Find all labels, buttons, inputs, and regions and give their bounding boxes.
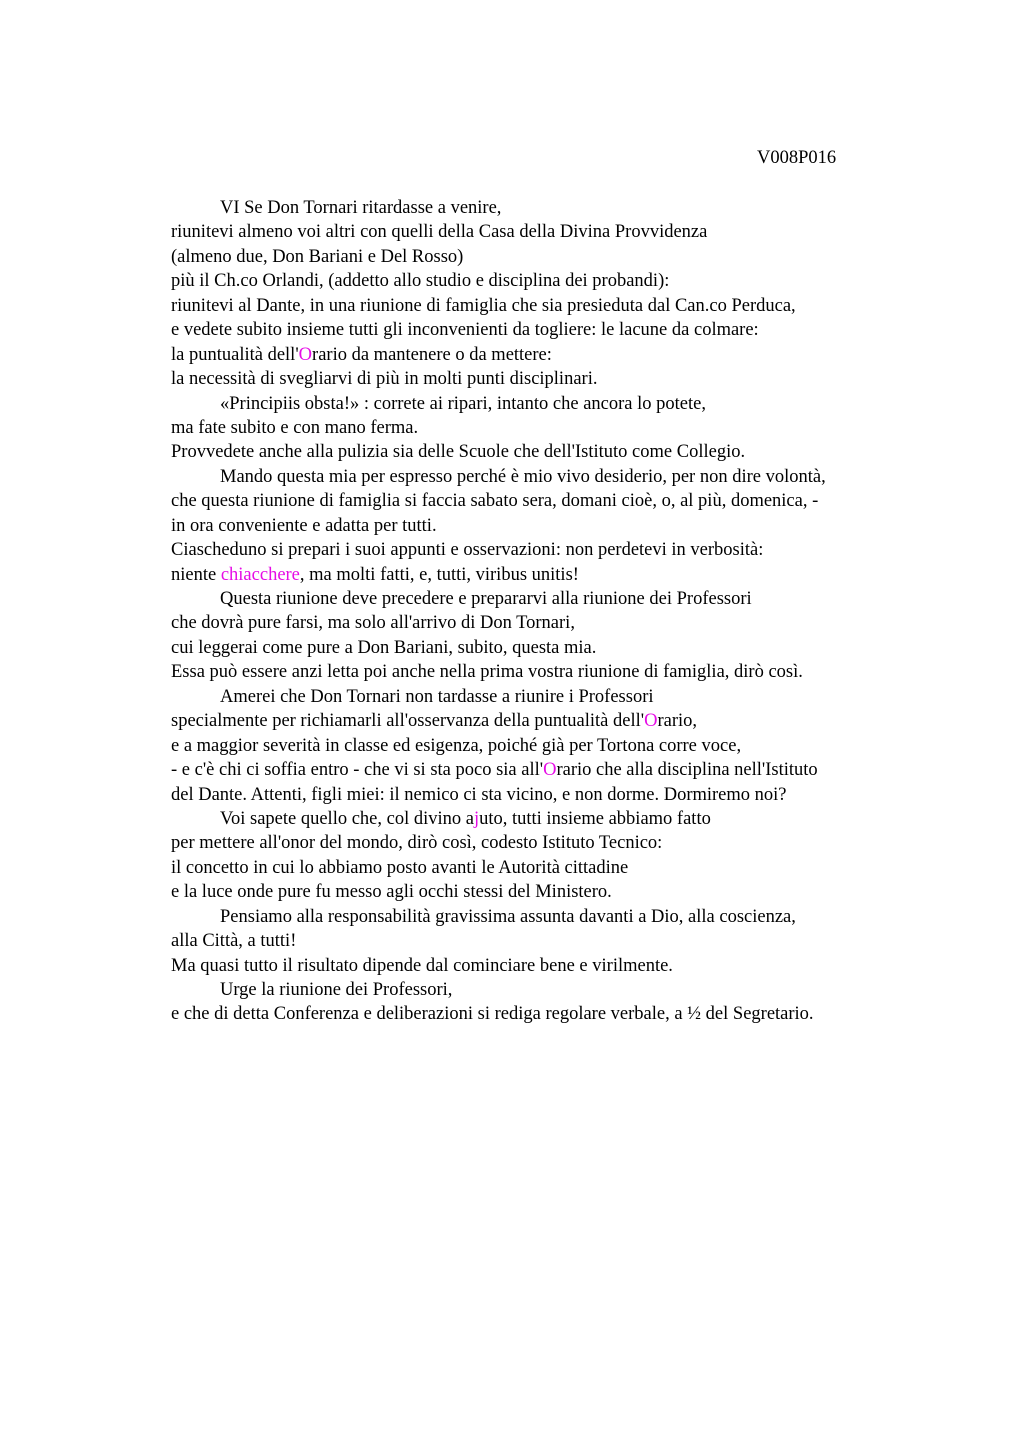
line-text: Provvedete anche alla pulizia sia delle Scuole che dell'Istituto come Collegio. <box>171 442 746 463</box>
line-text: rario che alla disciplina nell'Istituto <box>556 760 818 781</box>
text-line <box>171 318 931 342</box>
line-text: Essa può essere anzi letta poi anche nella prima vostra riunione di famiglia, dirò così. <box>171 662 803 683</box>
text-line <box>171 538 931 562</box>
highlighted-text: O <box>543 760 557 781</box>
line-text: e che di detta Conferenza e deliberazioni si rediga regolare verbale, a ½ del Segretario. <box>171 1004 814 1025</box>
highlighted-text: j <box>473 808 480 829</box>
text-line <box>171 929 931 953</box>
line-text: cui leggerai come pure a Don Bariani, subito, questa mia. <box>171 637 597 658</box>
line-text: specialmente per richiamarli all'osservanza della puntualità dell' <box>171 711 645 732</box>
line-text: del Dante. Attenti, figli miei: il nemico ci sta vicino, e non dorme. Dormiremo noi? <box>171 784 787 805</box>
text-line <box>171 220 931 244</box>
text-line <box>171 587 931 611</box>
line-text: VI Se Don Tornari ritardasse a venire, <box>220 198 502 218</box>
text-line <box>171 245 931 269</box>
line-text: Mando questa mia per espresso perché è mio vivo desiderio, per non dire volontà, <box>220 466 826 487</box>
text-line <box>171 392 931 416</box>
text-line <box>171 489 931 513</box>
line-text: Ciascheduno si prepari i suoi appunti e osservazioni: non perdetevi in verbosità: <box>171 540 764 561</box>
text-line <box>171 294 931 318</box>
text-line <box>171 905 931 929</box>
highlighted-text: O <box>298 344 313 365</box>
text-line <box>171 807 931 831</box>
line-text: Amerei che Don Tornari non tardasse a riunire i Professori <box>220 686 654 707</box>
line-text: che questa riunione di famiglia si faccia sabato sera, domani cioè, o, al più, domenica, - <box>171 491 819 512</box>
line-text: che dovrà pure farsi, ma solo all'arrivo di Don Tornari, <box>171 613 575 634</box>
text-line <box>171 465 931 489</box>
text-line <box>171 636 931 660</box>
text-line <box>171 514 931 538</box>
text-line <box>171 734 931 758</box>
text-line <box>171 660 931 684</box>
line-text: più il Ch.co Orlandi, (addetto allo studio e disciplina dei probandi): <box>171 271 670 292</box>
text-line <box>171 416 931 440</box>
page-code: V008P016 <box>757 148 837 168</box>
text-line <box>171 709 931 733</box>
text-line <box>171 783 931 807</box>
text-line <box>171 1002 931 1026</box>
line-text: , ma molti fatti, e, tutti, viribus unitis! <box>299 564 579 585</box>
text-line <box>171 440 931 464</box>
text-line <box>171 978 931 1002</box>
line-text: - e c'è chi ci soffia entro - che vi si sta poco sia all' <box>171 760 544 781</box>
line-text: Ma quasi tutto il risultato dipende dal cominciare bene e virilmente. <box>171 955 673 976</box>
line-text: Urge la riunione dei Professori, <box>220 980 453 1000</box>
line-text: Pensiamo alla responsabilità gravissima assunta davanti a Dio, alla coscienza, <box>220 906 796 927</box>
letter-body <box>171 196 931 1027</box>
text-line <box>171 831 931 855</box>
text-line <box>171 563 931 587</box>
text-line <box>171 758 931 782</box>
line-text: la puntualità dell' <box>171 344 299 365</box>
highlighted-text: O <box>644 711 658 732</box>
line-text: Voi sapete quello che, col divino a <box>220 808 474 829</box>
line-text: uto, tutti insieme abbiamo fatto <box>479 808 711 829</box>
line-text: riunitevi almeno voi altri con quelli della Casa della Divina Provvidenza <box>171 222 708 243</box>
text-line <box>171 269 931 293</box>
line-text: (almeno due, Don Bariani e Del Rosso) <box>171 246 464 267</box>
line-text: rario, <box>657 711 698 732</box>
line-text: la necessità di svegliarvi di più in molti punti disciplinari. <box>171 369 598 390</box>
text-line <box>171 856 931 880</box>
line-text: e la luce onde pure fu messo agli occhi stessi del Ministero. <box>171 882 612 903</box>
highlighted-text: chiacchere <box>220 564 300 585</box>
line-text: il concetto in cui lo abbiamo posto avanti le Autorità cittadine <box>171 857 629 878</box>
text-line <box>171 367 931 391</box>
line-text: in ora conveniente e adatta per tutti. <box>171 515 437 536</box>
line-text: rario da mantenere o da mettere: <box>312 344 552 365</box>
line-text: «Principiis obsta!» : correte ai ripari, intanto che ancora lo potete, <box>220 393 706 414</box>
text-line <box>171 611 931 635</box>
text-line <box>171 196 931 220</box>
line-text: ma fate subito e con mano ferma. <box>171 417 419 438</box>
line-text: e vedete subito insieme tutti gli inconvenienti da togliere: le lacune da colmare: <box>171 320 759 341</box>
text-line <box>171 880 931 904</box>
text-line <box>171 343 931 367</box>
line-text: e a maggior severità in classe ed esigenza, poiché già per Tortona corre voce, <box>171 735 742 756</box>
line-text: Questa riunione deve precedere e prepararvi alla riunione dei Professori <box>220 589 752 609</box>
text-line <box>171 685 931 709</box>
line-text: per mettere all'onor del mondo, dirò così, codesto Istituto Tecnico: <box>171 833 663 854</box>
line-text: riunitevi al Dante, in una riunione di famiglia che sia presieduta dal Can.co Perduca, <box>171 295 796 316</box>
line-text: niente <box>171 564 221 585</box>
line-text: alla Città, a tutti! <box>171 931 297 952</box>
text-line <box>171 954 931 978</box>
